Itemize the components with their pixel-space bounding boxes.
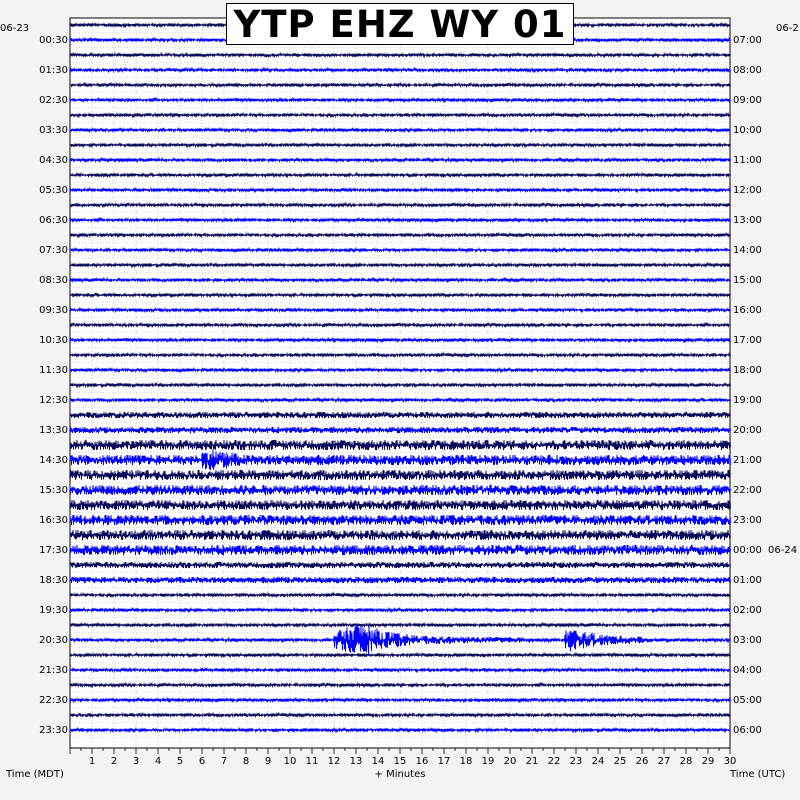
x-tick-label: 27: [657, 756, 671, 767]
right-time-label: 20:00: [733, 425, 762, 436]
right-time-label: 16:00: [733, 305, 762, 316]
right-time-label: 04:00: [733, 665, 762, 676]
x-tick-label: 13: [349, 756, 363, 767]
left-time-label: 01:30: [39, 65, 68, 76]
chart-title: YTP EHZ WY 01: [226, 3, 574, 45]
left-time-label: 21:30: [39, 665, 68, 676]
x-tick-label: 26: [635, 756, 649, 767]
right-time-label: 11:00: [733, 155, 762, 166]
right-time-label: 23:00: [733, 515, 762, 526]
x-tick-label: 30: [723, 756, 737, 767]
right-time-label: 07:00: [733, 35, 762, 46]
x-tick-label: 3: [132, 756, 140, 767]
x-tick-label: 6: [198, 756, 206, 767]
x-tick-label: 8: [242, 756, 250, 767]
left-time-label: 22:30: [39, 695, 68, 706]
right-time-label: 17:00: [733, 335, 762, 346]
x-tick-label: 29: [701, 756, 715, 767]
left-time-label: 16:30: [39, 515, 68, 526]
right-time-label: 12:00: [733, 185, 762, 196]
x-tick-label: 23: [569, 756, 583, 767]
x-tick-label: 24: [591, 756, 605, 767]
x-tick-label: 17: [437, 756, 451, 767]
x-tick-label: 19: [481, 756, 495, 767]
x-tick-label: 10: [283, 756, 297, 767]
right-time-label: 01:00: [733, 575, 762, 586]
left-time-label: 13:30: [39, 425, 68, 436]
left-time-label: 19:30: [39, 605, 68, 616]
x-tick-label: 11: [305, 756, 319, 767]
right-time-label: 13:00: [733, 215, 762, 226]
x-tick-label: 5: [176, 756, 184, 767]
x-tick-label: 25: [613, 756, 627, 767]
right-time-label: 02:00: [733, 605, 762, 616]
left-time-label: 06:30: [39, 215, 68, 226]
x-tick-label: 18: [459, 756, 473, 767]
right-time-label: 15:00: [733, 275, 762, 286]
right-time-label: 06:00: [733, 725, 762, 736]
left-time-label: 15:30: [39, 485, 68, 496]
left-time-label: 14:30: [39, 455, 68, 466]
left-time-label: 17:30: [39, 545, 68, 556]
right-time-label: 14:00: [733, 245, 762, 256]
left-time-label: 05:30: [39, 185, 68, 196]
left-time-label: 04:30: [39, 155, 68, 166]
left-time-label: 02:30: [39, 95, 68, 106]
left-time-label: 00:30: [39, 35, 68, 46]
right-date-next-label: 06-24: [768, 545, 798, 556]
left-time-label: 07:30: [39, 245, 68, 256]
x-tick-label: 20: [503, 756, 517, 767]
left-time-label: 20:30: [39, 635, 68, 646]
right-time-label: 18:00: [733, 365, 762, 376]
x-axis-title: + Minutes: [374, 769, 426, 780]
left-time-label: 11:30: [39, 365, 68, 376]
left-date-label: 06-23: [0, 23, 30, 34]
x-tick-label: 2: [110, 756, 118, 767]
x-tick-label: 22: [547, 756, 561, 767]
left-time-label: 23:30: [39, 725, 68, 736]
x-tick-label: 28: [679, 756, 693, 767]
right-time-label: 21:00: [733, 455, 762, 466]
x-tick-label: 9: [264, 756, 272, 767]
left-time-label: 09:30: [39, 305, 68, 316]
x-tick-label: 15: [393, 756, 407, 767]
left-time-label: 08:30: [39, 275, 68, 286]
right-time-label: 05:00: [733, 695, 762, 706]
x-tick-label: 21: [525, 756, 539, 767]
x-tick-label: 12: [327, 756, 341, 767]
x-tick-label: 1: [88, 756, 96, 767]
left-axis-title: Time (MDT): [6, 769, 64, 780]
right-time-label: 19:00: [733, 395, 762, 406]
right-time-label: 08:00: [733, 65, 762, 76]
right-time-label: 10:00: [733, 125, 762, 136]
x-tick-label: 4: [154, 756, 162, 767]
right-time-label: 03:00: [733, 635, 762, 646]
right-time-label: 22:00: [733, 485, 762, 496]
right-time-label: 09:00: [733, 95, 762, 106]
left-time-label: 18:30: [39, 575, 68, 586]
left-time-label: 10:30: [39, 335, 68, 346]
x-tick-label: 16: [415, 756, 429, 767]
x-tick-label: 7: [220, 756, 228, 767]
right-axis-title: Time (UTC): [730, 769, 786, 780]
x-tick-label: 14: [371, 756, 385, 767]
right-date-label: 06-2: [776, 23, 799, 34]
left-time-label: 03:30: [39, 125, 68, 136]
right-time-label: 00:00: [733, 545, 762, 556]
left-time-label: 12:30: [39, 395, 68, 406]
